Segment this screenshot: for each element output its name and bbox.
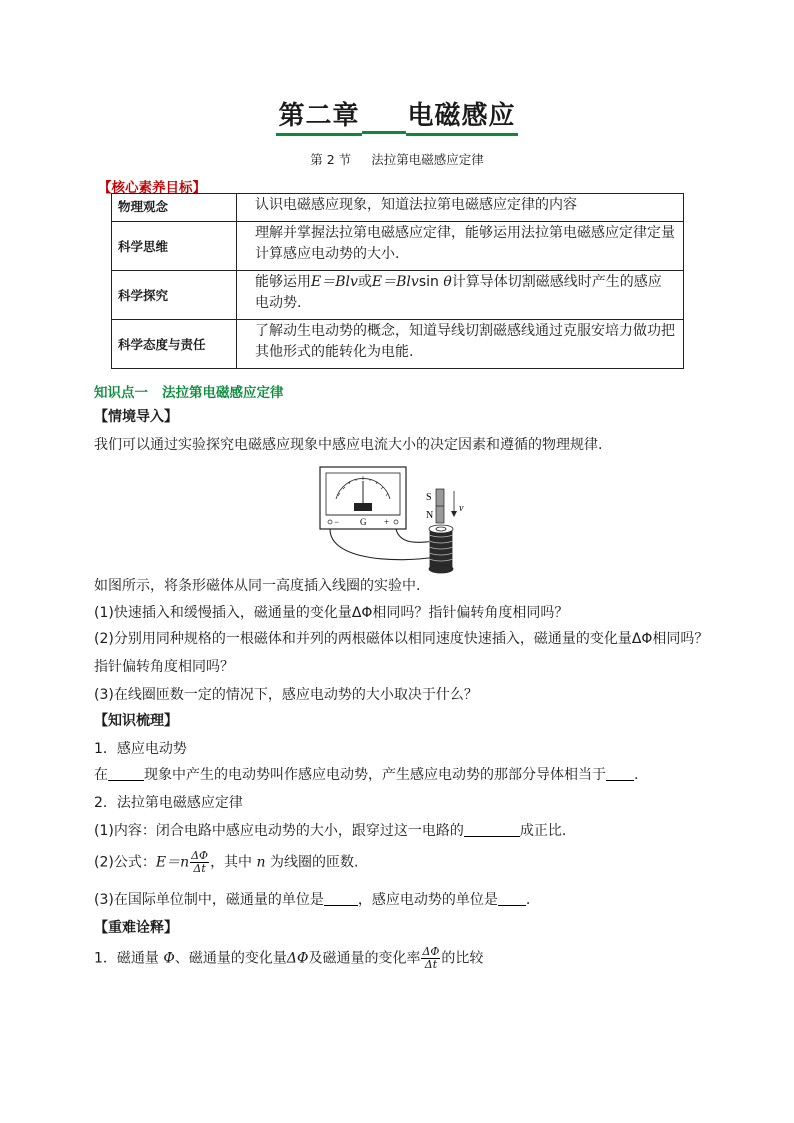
goal-key: 科学思维 [112,222,237,271]
goal-value: 能够运用E＝Blv或E＝Blvsin θ计算导体切割磁感线时产生的感应电动势. [237,271,684,320]
goal-row [112,320,684,369]
goal-key: 科学态度与责任 [112,320,237,369]
coil [429,525,453,573]
formula-emf-sin: E＝Blv [371,274,419,290]
goal-value: 理解并掌握法拉第电磁感应定律，能够运用法拉第电磁感应定律定量计算感应电动势的大小. [237,222,684,271]
section-name: 法拉第电磁感应定律 [371,152,484,167]
galvanometer-label: G [360,517,367,527]
fill-blank[interactable] [498,891,526,906]
goal-value: 认识电磁感应现象，知道法拉第电磁感应定律的内容 [237,194,684,222]
difficult-header: 【重难诠释】 [94,920,178,936]
item-2-1: (1)内容：闭合电路中感应电动势的大小，跟穿过这一电路的 成正比. [94,823,567,839]
question-2a: (2)分别用同种规格的一根磁体和并列的两根磁体以相同速度快速插入，磁通量的变化量ΔΦ相同吗？ [94,631,709,647]
review-header: 【知识梳理】 [94,713,178,729]
fill-blank[interactable] [108,766,144,781]
figure-caption: 如图所示，将条形磁体从同一高度插入线圈的实验中. [94,578,421,594]
comparison-heading: 1．磁通量 Φ、磁通量的变化量ΔΦ及磁通量的变化率 $\frac{\Delta\Phi}{\Delta t}$ 的比较 [94,945,484,971]
title-gap [362,101,406,134]
goal-row [112,222,684,271]
item-2-title: 2．法拉第电磁感应定律 [94,795,243,811]
fill-blank[interactable] [464,822,520,837]
fill-blank[interactable] [324,891,358,906]
item-1-text: 在 现象中产生的电动势叫作感应电动势，产生感应电动势的那部分导体相当于 . [94,767,639,783]
scenario-intro: 我们可以通过实验探究电磁感应现象中感应电流大小的决定因素和遵循的物理规律. [94,437,603,453]
knowledge-point-title: 知识点一 法拉第电磁感应定律 [94,385,284,401]
chapter-title [0,95,794,136]
goal-key: 科学探究 [112,271,237,320]
terminal-minus: − [334,517,340,527]
section-number: 第 2 节 [310,152,352,167]
terminal-plus: + [384,517,390,527]
magnet-n-pole: N [426,510,434,521]
chapter-name: 电磁感应 [406,95,518,136]
wire-left [330,529,436,560]
question-3: (3)在线圈匝数一定的情况下，感应电动势的大小取决于什么？ [94,687,478,703]
question-2b: 指针偏转角度相同吗？ [94,659,234,675]
galvanometer-experiment-figure [318,463,478,575]
magnet-s-pole: S [426,492,432,503]
chapter-number: 第二章 [276,95,361,136]
item-2-2: (2)公式：E＝n $\frac{\Delta\Phi}{\Delta t}$ ，其中 n 为线圈的匝数. [94,849,359,875]
goal-key: 物理观念 [112,194,237,222]
goal-row [112,271,684,320]
needle-pivot [354,503,372,511]
fill-blank[interactable] [606,766,634,781]
section-title [0,150,794,168]
item-1-title: 1．感应电动势 [94,741,187,757]
fraction-rate: $\frac{\Delta\Phi}{\Delta t}$ [191,849,209,875]
velocity-label: v [459,503,464,514]
question-1: (1)快速插入和缓慢插入，磁通量的变化量ΔΦ相同吗？指针偏转角度相同吗？ [94,605,569,621]
fraction-rate: $\frac{\Delta\Phi}{\Delta t}$ [422,945,440,971]
goal-value: 了解动生电动势的概念，知道导线切割磁感线通过克服安培力做功把其他形式的能转化为电能. [237,320,684,369]
item-2-3: (3)在国际单位制中，磁通量的单位是 ，感应电动势的单位是 . [94,892,531,908]
formula-emf: E＝Blv [311,274,358,290]
core-goals-header: 【核心素养目标】 [98,180,206,196]
goal-row [112,194,684,222]
scenario-header: 【情境导入】 [94,409,178,425]
core-goals-table [111,193,684,369]
